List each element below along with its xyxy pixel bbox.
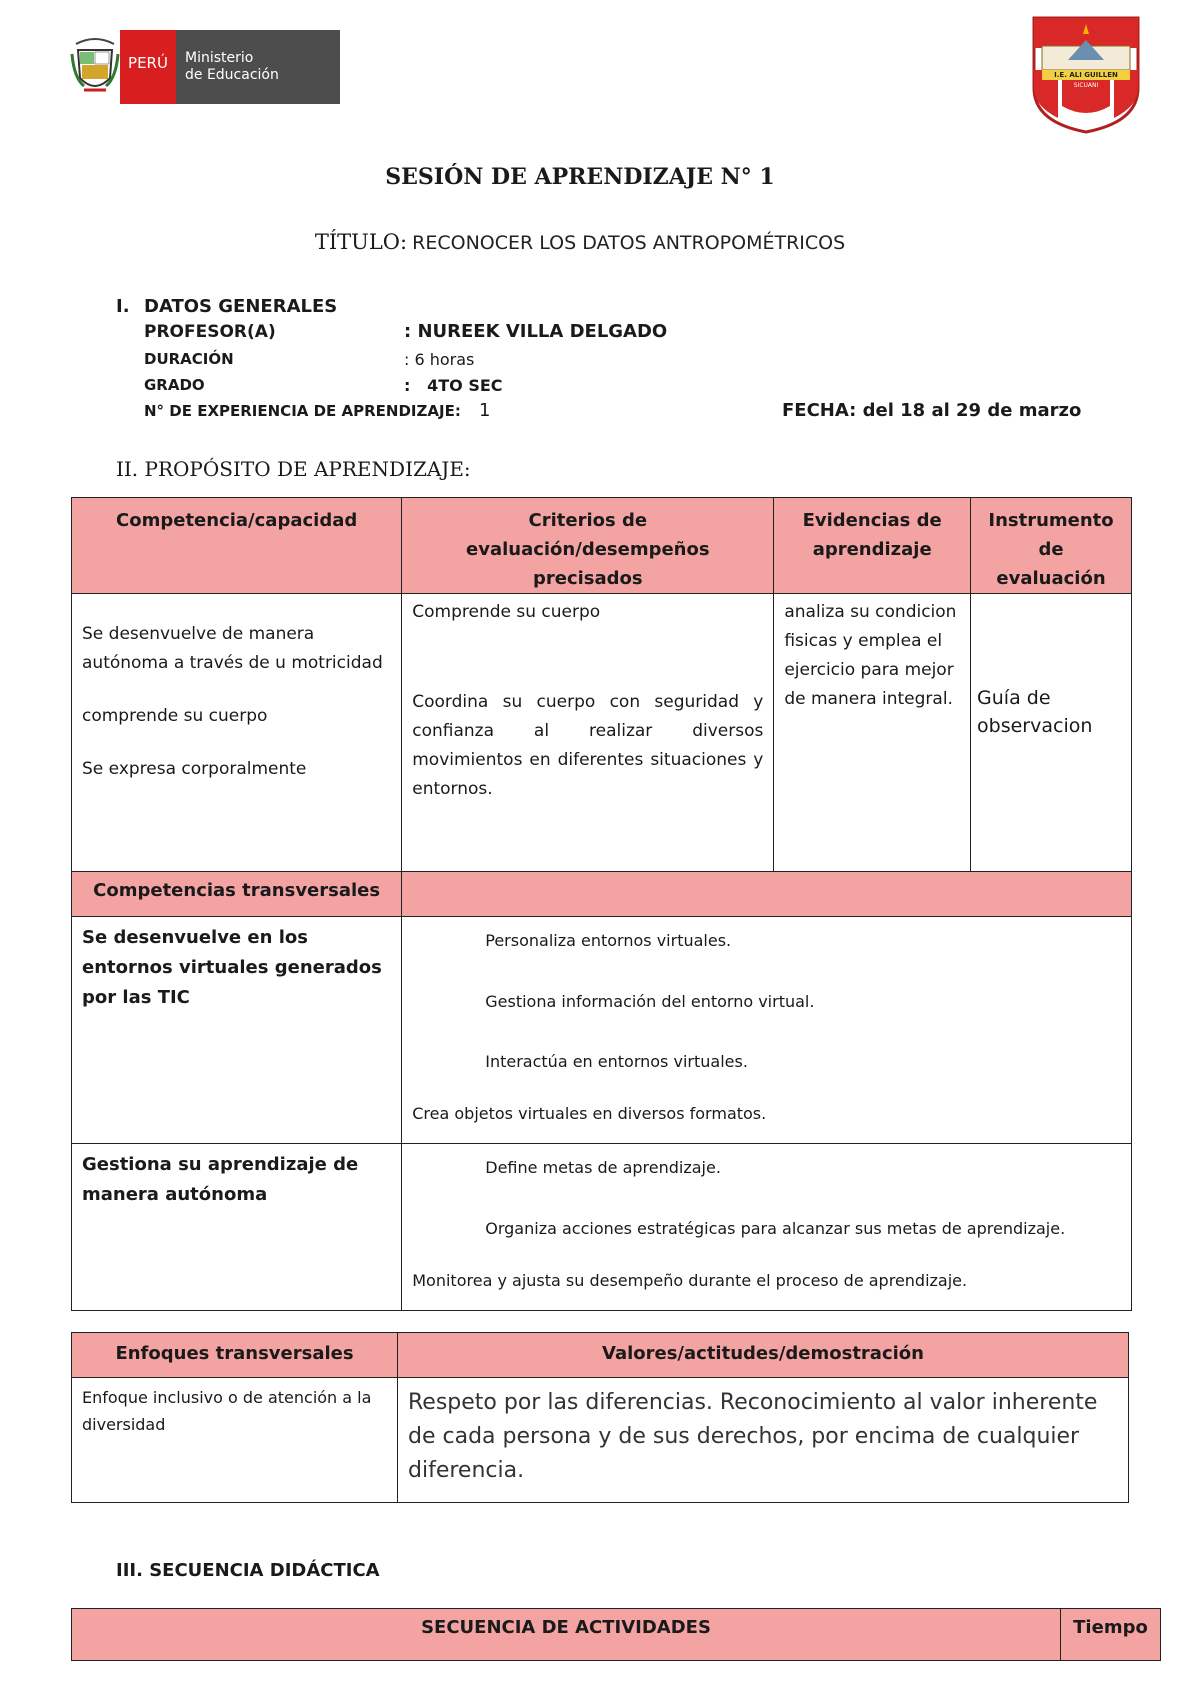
session-title: SESIÓN DE APRENDIZAJE N° 1 <box>385 164 775 190</box>
minedu-logo <box>70 30 340 104</box>
ministry-label-1: Ministerio <box>185 50 254 66</box>
school-name: I.E. ALI GUILLEN <box>1054 71 1118 79</box>
tic-item: Personaliza entornos virtuales. <box>485 931 732 950</box>
criterios-cell <box>402 594 774 872</box>
col-header-competencia: Competencia/capacidad <box>72 498 402 594</box>
datos-heading: DATOS GENERALES <box>144 296 338 317</box>
valor-text: Respeto por las diferencias. Reconocimiento al valor inherente de cada persona y de sus derechos, por encima de cualquier diferencia. <box>408 1390 1098 1483</box>
autonoma-items-cell <box>402 1144 1132 1311</box>
valor-cell <box>398 1378 1129 1503</box>
ministry-label-2: de Educación <box>185 67 279 83</box>
grado-value: : 4TO SEC <box>404 376 503 395</box>
competencia-cell <box>72 594 402 872</box>
fecha: FECHA: del 18 al 29 de marzo <box>782 400 1082 421</box>
proposito-heading: II. PROPÓSITO DE APRENDIZAJE: <box>116 457 471 481</box>
competencia-line: comprende su cuerpo <box>82 706 268 726</box>
autonoma-title: Gestiona su aprendizaje de manera autónoma <box>82 1154 359 1205</box>
col-header-valores: Valores/actitudes/demostración <box>398 1333 1129 1378</box>
titulo-line <box>0 230 1160 254</box>
titulo-label: TÍTULO: <box>314 230 408 254</box>
autonoma-item: Monitorea y ajusta su desempeño durante el proceso de aprendizaje. <box>412 1271 968 1290</box>
tic-items-cell <box>402 917 1132 1144</box>
col-header-criterios: Criterios de evaluación/desempeños precisados <box>402 498 774 594</box>
tic-title: Se desenvuelve en los entornos virtuales generados por las TIC <box>82 927 382 1008</box>
col-header-actividades: SECUENCIA DE ACTIVIDADES <box>72 1609 1061 1661</box>
experiencia-value: 1 <box>479 400 491 421</box>
criterio-item: Coordina su cuerpo con seguridad y confianza al realizar diversos movimientos en diferentes situaciones y entornos. <box>412 692 764 799</box>
instrumento-cell <box>971 594 1132 872</box>
col-header-enfoques: Enfoques transversales <box>72 1333 398 1378</box>
transversales-header: Competencias transversales <box>72 872 402 917</box>
autonoma-item: Define metas de aprendizaje. <box>485 1158 721 1177</box>
enfoque-cell <box>72 1378 398 1503</box>
competencia-line: Se desenvuelve de manera autónoma a través de u motricidad <box>82 624 383 673</box>
peru-coat-of-arms-icon <box>70 34 120 100</box>
tic-item: Gestiona información del entorno virtual. <box>485 992 815 1011</box>
profesor-label: PROFESOR(A) <box>144 322 276 342</box>
tic-title-cell <box>72 917 402 1144</box>
col-header-evidencias: Evidencias de aprendizaje <box>774 498 971 594</box>
transversales-header-fill <box>402 872 1132 917</box>
col-header-instrumento: Instrumento de evaluación <box>971 498 1132 594</box>
autonoma-item: Organiza acciones estratégicas para alcanzar sus metas de aprendizaje. <box>485 1219 1066 1238</box>
enfoques-table <box>71 1332 1129 1503</box>
autonoma-title-cell <box>72 1144 402 1311</box>
tic-item: Interactúa en entornos virtuales. <box>485 1052 748 1071</box>
profesor-value: : NUREEK VILLA DELGADO <box>404 321 668 342</box>
peru-label: PERÚ <box>128 54 168 72</box>
enfoque-text: Enfoque inclusivo o de atención a la diversidad <box>82 1388 372 1434</box>
school-crest <box>1028 10 1144 134</box>
secuencia-table <box>71 1608 1161 1661</box>
competencia-line: Se expresa corporalmente <box>82 759 307 779</box>
criterio-item: Comprende su cuerpo <box>412 602 601 622</box>
proposito-table <box>71 497 1132 1311</box>
evidencia-text: analiza su condicion fisicas y emplea el ejercicio para mejor de manera integral. <box>784 602 957 709</box>
instrumento-text: Guía de observacion <box>977 687 1093 737</box>
secuencia-heading: III. SECUENCIA DIDÁCTICA <box>116 1560 380 1581</box>
grado-label: GRADO <box>144 376 205 394</box>
school-city: SICUANI <box>1073 82 1099 89</box>
tic-item: Crea objetos virtuales en diversos formatos. <box>412 1104 767 1123</box>
col-header-tiempo: Tiempo <box>1061 1609 1161 1661</box>
evidencias-cell <box>774 594 971 872</box>
titulo-value: RECONOCER LOS DATOS ANTROPOMÉTRICOS <box>412 232 846 254</box>
duracion-label: DURACIÓN <box>144 350 234 368</box>
datos-heading-number: I. <box>116 296 130 317</box>
duracion-value: : 6 horas <box>404 350 475 369</box>
experiencia-label: N° DE EXPERIENCIA DE APRENDIZAJE: <box>144 402 461 420</box>
